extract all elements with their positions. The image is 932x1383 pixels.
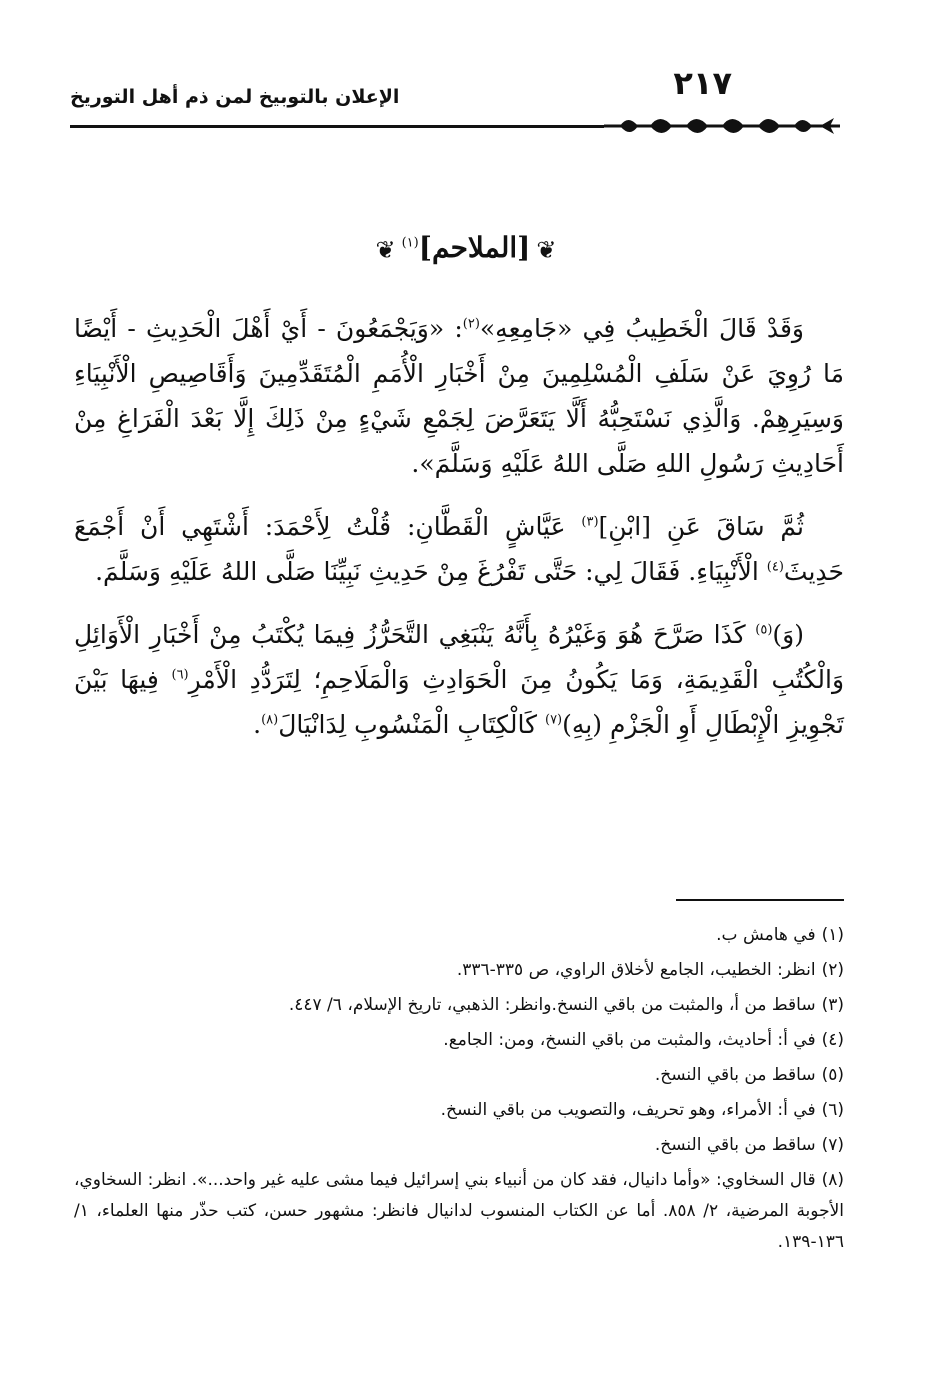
footnote-number: (٥) <box>821 1065 844 1085</box>
text-run: كَالْكِتَابِ الْمَنْسُوبِ لِدَانْيَالَ <box>278 710 545 739</box>
footnote <box>74 1095 844 1126</box>
footnote-text: في هامش ب. <box>716 925 816 945</box>
footnote-ref: (٣) <box>581 514 599 530</box>
text-run: عَيَّاشٍ الْقَطَّانِ: قُلْتُ لِأَحْمَدَ: أَشْتَهِي أَنْ أَجْمَعَ حَدِيثَ <box>74 512 844 586</box>
footnote-number: (٣) <box>821 995 844 1015</box>
footnote-ref: (٤) <box>766 559 784 575</box>
flourish-left-icon: ❦ <box>536 235 557 264</box>
footnote <box>74 1165 844 1258</box>
footnote-separator <box>676 899 844 901</box>
footnote <box>74 920 844 951</box>
footnote-ref: (١) <box>401 235 419 251</box>
footnote-number: (٦) <box>821 1100 844 1120</box>
running-title: الإعلان بالتوبيخ لمن ذم أهل التوريخ <box>70 86 400 108</box>
paragraph <box>74 612 844 747</box>
footnote-ref: (٨) <box>261 712 279 728</box>
footnote-ref: (٥) <box>755 622 773 638</box>
text-run: . <box>253 710 262 739</box>
footnote-ref: (٧) <box>544 712 563 728</box>
section-title: [الملاحم] <box>418 231 531 264</box>
text-run: : «وَيَجْمَعُونَ - أَيْ أَهْلَ الْحَدِيثِ - أَيْضًا مَا رُوِيَ عَنْ سَلَفِ الْمُسْلِمِينَ مِنْ أَخْبَارِ الْأُمَمِ الْمُتَقَدِّمِينَ وَأَقَاصِيصِ الْأَنْبِيَاءِ وَسِيَرِهِمْ. وَالَّذِي نَسْتَحِبُّهُ أَلَّا يَتَعَرَّضَ لِجَمْعِ شَيْءٍ مِنْ ذَلِكَ إِلَّا بَعْدَ الْفَرَاغِ مِنْ أَحَادِيثِ رَسُولِ اللهِ صَلَّى اللهُ عَلَيْهِ وَسَلَّمَ». <box>74 314 844 478</box>
paragraph <box>74 504 844 594</box>
footnote-number: (١) <box>821 925 844 945</box>
footnote <box>74 955 844 986</box>
footnote-number: (٢) <box>821 960 844 980</box>
footnote-number: (٨) <box>821 1170 844 1190</box>
page-number: ٢١٧ <box>673 64 732 102</box>
footnote-number: (٧) <box>821 1135 844 1155</box>
body-text <box>74 306 844 765</box>
footnote-text: في أ: أحاديث، والمثبت من باقي النسخ، ومن: الجامع. <box>443 1030 816 1050</box>
footnote <box>74 1060 844 1091</box>
text-run: الْأَنْبِيَاءِ. فَقَالَ لِي: حَتَّى تَفْرُغَ مِنْ حَدِيثِ نَبِيِّنَا صَلَّى اللهُ عَلَيْهِ وَسَلَّمَ. <box>95 557 767 586</box>
text-run: كَذَا صَرَّحَ هُوَ وَغَيْرُهُ بِأَنَّهُ يَنْبَغِي التَّحَرُّزُ فِيمَا يُكْتَبُ مِنْ أَخْبَارِ الْأَوَائِلِ وَالْكُتُبِ الْقَدِيمَةِ، وَمَا يَكُونُ مِنَ الْحَوَادِثِ وَالْمَلَاحِمِ؛ لِتَرَدُّدِ الْأَمْرِ <box>74 620 845 694</box>
header-rule <box>70 125 604 128</box>
footnote-ref: (٢) <box>462 316 480 332</box>
footnote-text: ساقط من أ، والمثبت من باقي النسخ.وانظر: الذهبي، تاريخ الإسلام، ٦/ ٤٤٧. <box>288 995 816 1015</box>
text-run: وَقَدْ قَالَ الْخَطِيبُ فِي «جَامِعِهِ» <box>479 314 804 343</box>
footnotes <box>74 920 844 1262</box>
footnote-text: ساقط من باقي النسخ. <box>654 1135 816 1155</box>
footnote <box>74 990 844 1021</box>
running-header <box>70 66 840 106</box>
footnote-text: قال السخاوي: «وأما دانيال، فقد كان من أنبياء بني إسرائيل فيما مشى عليه غير واحد...». انظر: السخاوي، الأجوبة المرضية، ٢/ ٨٥٨. أما عن الكتاب المنسوب لدانيال فانظر: مشهور حسن، كتب حذّر منها العلماء، ١/ ١٣٦-١٣٩. <box>74 1170 844 1252</box>
footnote-text: ساقط من باقي النسخ. <box>654 1065 816 1085</box>
footnote-text: في أ: الأمراء، وهو تحريف، والتصويب من باقي النسخ. <box>440 1100 816 1120</box>
footnote-ref: (٦) <box>171 667 189 683</box>
footnote <box>74 1130 844 1161</box>
footnote <box>74 1025 844 1056</box>
footnote-text: انظر: الخطيب، الجامع لأخلاق الراوي، ص ٣٣٥-٣٣٦. <box>456 960 816 980</box>
paragraph <box>74 306 844 486</box>
section-heading <box>0 228 932 270</box>
text-run: (وَ) <box>772 620 804 649</box>
text-run: ثُمَّ سَاقَ عَنِ [ابْنِ] <box>598 512 804 541</box>
header-ornament <box>600 112 844 142</box>
flourish-right-icon: ❦ <box>375 235 396 264</box>
footnote-number: (٤) <box>821 1030 844 1050</box>
text-run: فِيهَا بَيْنَ تَجْوِيزِ الْإِبْطَالِ أَوِ الْجَزْمِ (بِهِ) <box>74 665 844 739</box>
